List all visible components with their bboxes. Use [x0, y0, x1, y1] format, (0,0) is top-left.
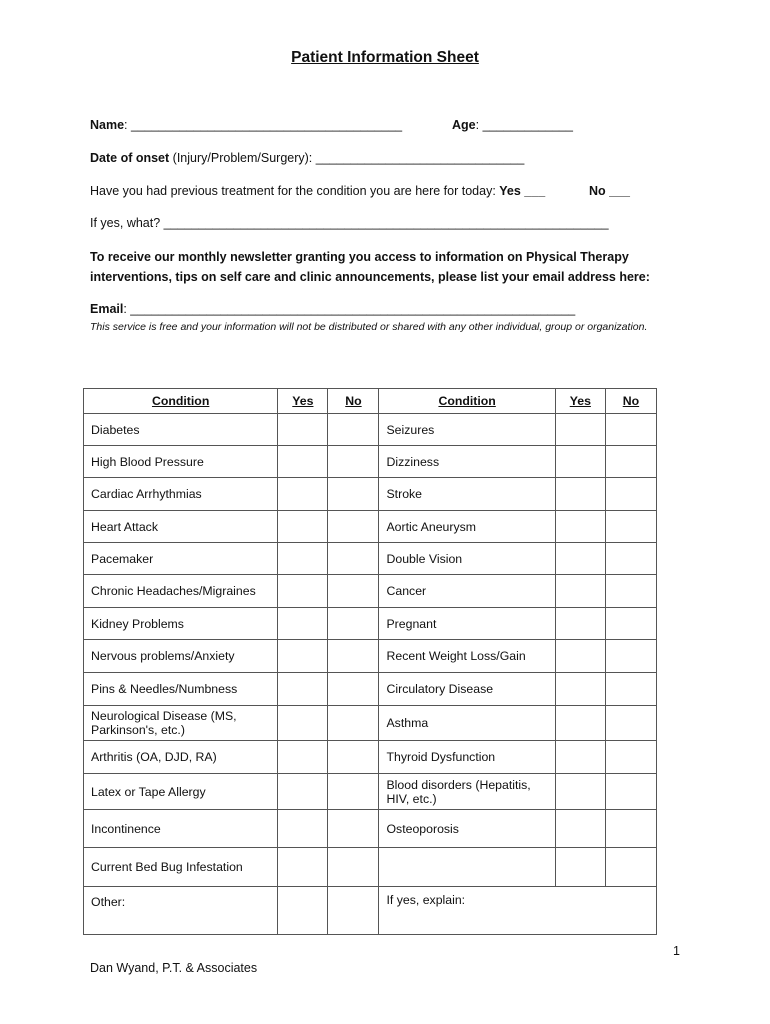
no-checkbox-cell[interactable] [605, 741, 656, 774]
no-checkbox-cell[interactable] [328, 848, 379, 887]
no-checkbox-cell[interactable] [328, 575, 379, 608]
header-condition-left: Condition [84, 389, 278, 414]
name-field[interactable]: : _______________________________________ [124, 118, 403, 132]
previous-treatment-row [90, 184, 545, 198]
condition-name-right: Osteoporosis [379, 810, 555, 848]
yes-checkbox-cell[interactable] [278, 640, 328, 673]
table-row [84, 543, 657, 575]
condition-name-right: Asthma [379, 706, 555, 741]
condition-name-left: Neurological Disease (MS, Parkinson's, etc.) [84, 706, 278, 741]
table-row [84, 640, 657, 673]
condition-name-left: Cardiac Arrhythmias [84, 478, 278, 511]
no-checkbox-cell[interactable] [605, 848, 656, 887]
footer-text: Dan Wyand, P.T. & Associates [90, 961, 258, 975]
no-checkbox-cell[interactable] [328, 511, 379, 543]
other-no-cell[interactable] [328, 887, 379, 935]
yes-checkbox-cell[interactable] [555, 848, 605, 887]
no-checkbox-cell[interactable] [328, 810, 379, 848]
header-yes-right: Yes [555, 389, 605, 414]
condition-name-right: Aortic Aneurysm [379, 511, 555, 543]
table-row [84, 478, 657, 511]
no-checkbox-cell[interactable] [605, 543, 656, 575]
no-checkbox-cell[interactable] [328, 543, 379, 575]
yes-checkbox-cell[interactable] [278, 478, 328, 511]
condition-name-right: Recent Weight Loss/Gain [379, 640, 555, 673]
table-row [84, 446, 657, 478]
no-checkbox-cell[interactable] [605, 446, 656, 478]
other-yes-cell[interactable] [278, 887, 328, 935]
no-checkbox-cell[interactable] [605, 774, 656, 810]
no-checkbox-cell[interactable] [328, 774, 379, 810]
yes-checkbox-cell[interactable] [278, 414, 328, 446]
conditions-table [83, 388, 657, 935]
no-checkbox-cell[interactable] [328, 478, 379, 511]
no-checkbox-cell[interactable] [328, 446, 379, 478]
no-checkbox-cell[interactable] [328, 608, 379, 640]
condition-name-left: Pins & Needles/Numbness [84, 673, 278, 706]
condition-name-left: Current Bed Bug Infestation [84, 848, 278, 887]
age-row [452, 118, 573, 132]
other-row [84, 887, 657, 935]
onset-label: Date of onset [90, 151, 170, 165]
condition-name-left: Arthritis (OA, DJD, RA) [84, 741, 278, 774]
condition-name-right: Seizures [379, 414, 555, 446]
condition-name-right: Stroke [379, 478, 555, 511]
header-condition-right: Condition [379, 389, 555, 414]
yes-checkbox-cell[interactable] [555, 414, 605, 446]
no-checkbox-cell[interactable] [328, 673, 379, 706]
yes-checkbox-cell[interactable] [555, 543, 605, 575]
no-checkbox-cell[interactable] [605, 608, 656, 640]
table-header-row [84, 389, 657, 414]
if-yes-explain-field[interactable]: If yes, explain: [379, 887, 657, 935]
condition-name-left: Nervous problems/Anxiety [84, 640, 278, 673]
no-checkbox-cell[interactable] [328, 640, 379, 673]
page-number: 1 [673, 944, 680, 958]
condition-name-right: Dizziness [379, 446, 555, 478]
no-checkbox-cell[interactable] [605, 511, 656, 543]
condition-name-left: Heart Attack [84, 511, 278, 543]
previous-treatment-question: Have you had previous treatment for the condition you are here for today: [90, 184, 500, 198]
no-checkbox-cell[interactable] [605, 414, 656, 446]
condition-name-right: Blood disorders (Hepatitis, HIV, etc.) [379, 774, 555, 810]
condition-name-right: Cancer [379, 575, 555, 608]
table-row [84, 810, 657, 848]
no-checkbox-cell[interactable] [605, 810, 656, 848]
yes-checkbox-cell[interactable] [555, 774, 605, 810]
condition-name-left: Kidney Problems [84, 608, 278, 640]
newsletter-text-line1: To receive our monthly newsletter granting you access to information on Physical Therapy [90, 250, 629, 264]
yes-checkbox-cell[interactable] [555, 478, 605, 511]
condition-name-left: Latex or Tape Allergy [84, 774, 278, 810]
no-checkbox-cell[interactable] [328, 414, 379, 446]
email-row [90, 302, 575, 316]
condition-name-left: Diabetes [84, 414, 278, 446]
yes-checkbox-cell[interactable] [278, 673, 328, 706]
condition-name-right: Double Vision [379, 543, 555, 575]
email-label: Email [90, 302, 124, 316]
no-checkbox-cell[interactable] [605, 575, 656, 608]
yes-checkbox-cell[interactable] [555, 673, 605, 706]
yes-checkbox-cell[interactable] [278, 810, 328, 848]
yes-checkbox-cell[interactable] [278, 706, 328, 741]
yes-checkbox-cell[interactable] [555, 608, 605, 640]
yes-checkbox-cell[interactable] [278, 741, 328, 774]
age-field[interactable]: : _____________ [475, 118, 573, 132]
condition-name-left: Chronic Headaches/Migraines [84, 575, 278, 608]
condition-name-left: Pacemaker [84, 543, 278, 575]
if-yes-what-field[interactable]: If yes, what? ________________________________________________________________ [90, 216, 609, 230]
table-row [84, 774, 657, 810]
no-checkbox-cell[interactable] [605, 478, 656, 511]
yes-checkbox-cell[interactable] [555, 810, 605, 848]
table-row [84, 511, 657, 543]
header-no-right: No [605, 389, 656, 414]
no-checkbox-cell[interactable] [605, 673, 656, 706]
no-checkbox-cell[interactable] [605, 640, 656, 673]
yes-checkbox-cell[interactable] [555, 741, 605, 774]
yes-checkbox-cell[interactable] [555, 575, 605, 608]
condition-name-right: Thyroid Dysfunction [379, 741, 555, 774]
no-checkbox-cell[interactable] [328, 741, 379, 774]
yes-checkbox-cell[interactable] [555, 511, 605, 543]
email-field[interactable]: : ________________________________________________________________ [123, 302, 576, 316]
condition-name-right: Pregnant [379, 608, 555, 640]
table-row [84, 414, 657, 446]
table-row [84, 575, 657, 608]
condition-name-left: Incontinence [84, 810, 278, 848]
yes-checkbox-cell[interactable] [278, 575, 328, 608]
table-row [84, 741, 657, 774]
condition-name-right [379, 848, 555, 887]
page-title: Patient Information Sheet [291, 49, 479, 66]
onset-field[interactable]: (Injury/Problem/Surgery): ______________________________ [169, 151, 525, 165]
no-checkbox-cell[interactable] [605, 706, 656, 741]
yes-checkbox-cell[interactable] [278, 608, 328, 640]
no-checkbox-cell[interactable] [328, 706, 379, 741]
yes-checkbox-cell[interactable] [555, 706, 605, 741]
yes-checkbox-cell[interactable] [278, 774, 328, 810]
age-label: Age [452, 118, 476, 132]
table-row [84, 673, 657, 706]
onset-row [90, 151, 524, 165]
yes-checkbox-cell[interactable] [278, 543, 328, 575]
table-row [84, 608, 657, 640]
header-yes-left: Yes [278, 389, 328, 414]
yes-checkbox-cell[interactable] [555, 640, 605, 673]
other-label: Other: [84, 887, 278, 935]
condition-name-right: Circulatory Disease [379, 673, 555, 706]
yes-checkbox-cell[interactable] [555, 446, 605, 478]
header-no-left: No [328, 389, 379, 414]
previous-treatment-no[interactable]: No ___ [589, 184, 630, 198]
yes-checkbox-cell[interactable] [278, 446, 328, 478]
newsletter-text-line2: interventions, tips on self care and clinic announcements, please list your email address here: [90, 270, 650, 284]
name-label: Name [90, 118, 125, 132]
previous-treatment-yes[interactable]: Yes ___ [499, 184, 546, 198]
condition-name-left: High Blood Pressure [84, 446, 278, 478]
yes-checkbox-cell[interactable] [278, 848, 328, 887]
table-row [84, 848, 657, 887]
privacy-note: This service is free and your information will not be distributed or shared with any other individual, group or organization. [90, 321, 648, 333]
yes-checkbox-cell[interactable] [278, 511, 328, 543]
name-row [90, 118, 402, 132]
table-row [84, 706, 657, 741]
